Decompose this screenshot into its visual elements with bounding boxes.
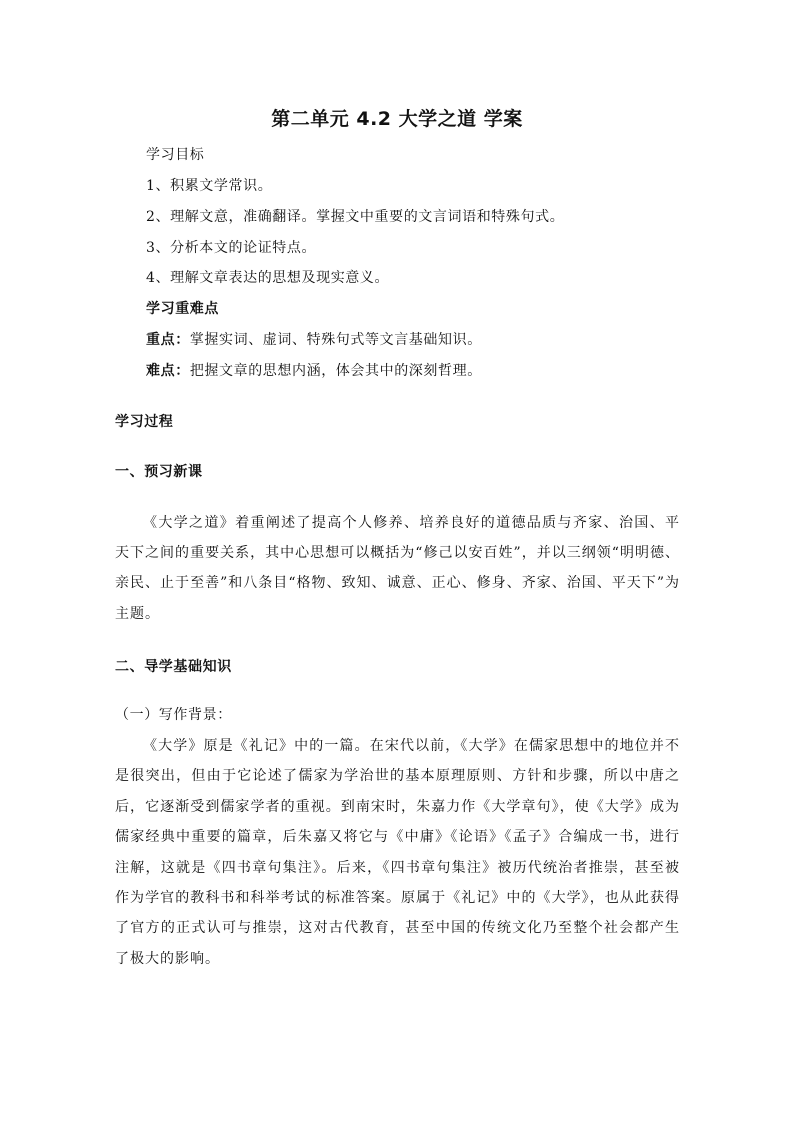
objective-item: 4、理解文章表达的思想及现实意义。 bbox=[146, 270, 390, 286]
difficult-point-row bbox=[146, 361, 482, 381]
section2-heading: 二、导学基础知识 bbox=[115, 659, 232, 675]
section1-heading: 一、预习新课 bbox=[115, 464, 203, 480]
key-point-row bbox=[146, 330, 482, 350]
difficult-label: 难点： bbox=[146, 363, 190, 379]
key-points-heading: 学习重难点 bbox=[146, 301, 219, 317]
section1-paragraph: 《大学之道》着重阐述了提高个人修养、培养良好的道德品质与齐家、治国、平天下之间的重要关系，其中心思想可以概括为“修己以安百姓”，并以三纲领“明明德、亲民、止于至善”和八条目“格物、致知、诚意、正心、修身、齐家、治国、平天下”为主题。 bbox=[115, 515, 680, 622]
subsection1-paragraph: 《大学》原是《礼记》中的一篇。在宋代以前，《大学》在儒家思想中的地位并不是很突出，但由于它论述了儒家为学治世的基本原理原则、方针和步骤，所以中唐之后，它逐渐受到儒家学者的重视。到南宋时，朱嘉力作《大学章句》，使《大学》成为儒家经典中重要的篇章，后朱嘉又将它与《中庸》《论语》《孟子》合编成一书，进行注解，这就是《四书章句集注》。后来，《四书章句集注》被历代统治者推崇，甚至被作为学官的教科书和科举考试的标准答案。原属于《礼记》中的《大学》，也从此获得了官方的正式认可与推崇，这对古代教育，甚至中国的传统文化乃至整个社会都产生了极大的影响。 bbox=[115, 738, 680, 967]
difficult-text: 把握文章的思想内涵，体会其中的深刻哲理。 bbox=[189, 363, 482, 379]
objective-item: 3、分析本文的论证特点。 bbox=[146, 240, 317, 256]
objective-item: 1、积累文学常识。 bbox=[146, 178, 273, 194]
key-label: 重点： bbox=[146, 332, 190, 348]
key-text: 掌握实词、虚词、特殊句式等文言基础知识。 bbox=[189, 332, 482, 348]
objectives-heading: 学习目标 bbox=[146, 147, 205, 163]
subsection1-heading: （一）写作背景： bbox=[115, 707, 232, 723]
process-heading: 学习过程 bbox=[115, 414, 174, 430]
objective-item: 2、理解文意，准确翻译。掌握文中重要的文言词语和特殊句式。 bbox=[146, 209, 565, 225]
document-title: 第二单元 4.2 大学之道 学案 bbox=[271, 108, 523, 130]
